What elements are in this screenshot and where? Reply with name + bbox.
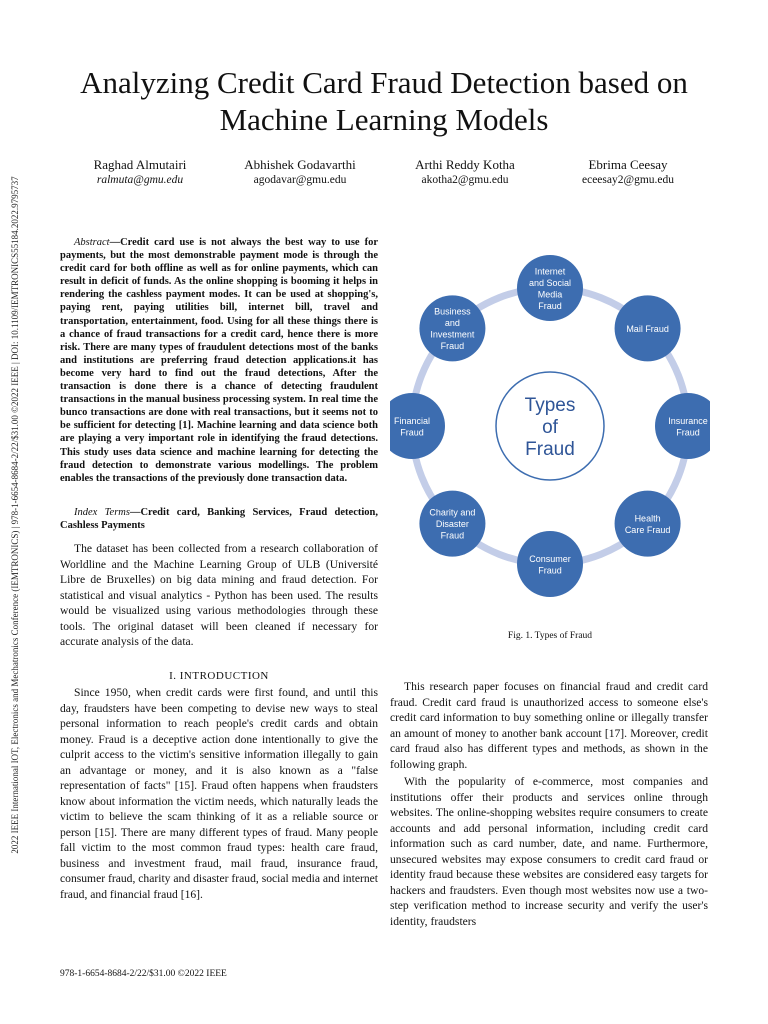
- fraud-type-label: and Social: [528, 277, 572, 288]
- center-node-label: Fraud: [525, 439, 575, 460]
- author-name: Ebrima Ceesay: [588, 157, 668, 172]
- fraud-type-node: [655, 393, 710, 459]
- fraud-type-node: [390, 393, 445, 459]
- center-node-label: of: [542, 417, 558, 438]
- page-footer: 978-1-6654-8684-2/22/$31.00 ©2022 IEEE: [60, 969, 227, 979]
- author-3: [385, 156, 545, 188]
- figure-types-of-fraud: [390, 240, 710, 640]
- author-name: Arthi Reddy Kotha: [415, 157, 515, 172]
- index-terms-lead: Index Terms: [74, 507, 130, 518]
- fraud-type-label: Fraud: [400, 427, 424, 438]
- center-node-label: Types: [524, 395, 576, 416]
- right-paragraph-1-text: This research paper focuses on financial fraud and credit card fraud. Credit card fraud is unauthorized access to someone else's credit card information to buy something online or illegally transfer an amount of money to another bank account [17]. Moreover, credit card fraud also has different types and methods, as shown in the following graph.: [390, 680, 708, 771]
- fraud-type-label: Business: [434, 306, 471, 317]
- introduction-text: Since 1950, when credit cards were first found, and until this day, fraudsters have been competing to devise new ways to steal personal information to reach people's credit cards and obtain money. Fraud is a deceptive action done intentionally to give the culprit access to the victim's sensitive information illegally to gain an advantage or money, and it is also known as a "false representation of facts" [15]. Fraud often happens when fraudsters know about information the victim needs, which naturally leads the victim to believe the scam thinking of it as a reliable source or person [15]. There are many different types of fraud. Many people fall victim to the most common fraud types: health care fraud, business and investment fraud, mail fraud, insurance fraud, consumer fraud, charity and disaster fraud, social media and internet fraud, and financial fraud [16].: [60, 686, 378, 901]
- fraud-type-label: Fraud: [440, 530, 465, 541]
- section-heading-introduction: I. INTRODUCTION: [169, 670, 269, 682]
- fraud-type-label: and: [444, 318, 460, 329]
- fraud-type-label: Media: [537, 289, 563, 300]
- fraud-type-label: Care Fraud: [624, 524, 671, 535]
- author-email: akotha2@gmu.edu: [421, 174, 509, 186]
- fraud-type-node: [517, 531, 583, 597]
- abstract-text: —Credit card use is not always the best way to use for payments, but the most demonstrable payment mode is through the credit card for both offline as well as for online payments, which can result in deficit of funds. As the online shopping is booming it helps in rendering the cashless payment modes. It can be used at shopping's, paying rent, paying utilities bill, internet bill, travel and transportation, entertainment, food. Using for all these things there is a chance of fraud transactions for a credit card, hence there is more risk. There are many types of fraudulent detections most of the banks and institutions are preferring fraud detection applications.it has become very hard to find out the fraud detections, After the transaction is done there is a chance of detecting fraudulent transactions in the manual business processing system. In real time the bunco transactions are done with real transactions, but it seems not to be sufficient for detecting [1]. Machine learning and data science both are playing a very important role in identifying the fraud detections. This study uses data science and machine learning for detecting the fraud detection to demonstrate various modellings. The problem enables the transactions of the previously done transaction data.: [60, 237, 378, 484]
- author-name: Raghad Almutairi: [93, 157, 187, 172]
- right-paragraph-2-text: With the popularity of e-commerce, most companies and institutions offer their products and services online through websites. The online-shopping websites require consumers to create accounts and add personal information, including credit card information such as card number, date, and name. Furthermore, unsecured websites may expose consumers to credit card fraud or identity fraud because these websites are considered easy targets for hackers and fraudsters. Even though most websites now use a two-step verification method to increase security and verify the user's identity, fraudsters: [390, 775, 708, 928]
- author-email: agodavar@gmu.edu: [253, 174, 347, 186]
- fraud-type-label: Fraud: [440, 341, 465, 352]
- dataset-paragraph: [60, 541, 378, 650]
- fraud-type-label: Financial: [393, 415, 431, 426]
- fraud-type-label: Fraud: [538, 565, 562, 576]
- right-column-paragraph-2: [390, 774, 708, 929]
- fraud-type-label: Internet: [534, 266, 566, 277]
- figure-caption: Fig. 1. Types of Fraud: [507, 631, 593, 641]
- author-name: Abhishek Godavarthi: [244, 157, 356, 172]
- introduction-paragraph: [60, 685, 378, 902]
- index-terms-text: —Credit card, Banking Services, Fraud detection, Cashless Payments: [60, 507, 378, 532]
- abstract-paragraph: [60, 236, 378, 485]
- author-block: [60, 156, 708, 196]
- side-note-text: 2022 IEEE International IOT, Electronics and Mechatronics Conference (IEMTRONICS) | 978-1-6654-8684-2/22/$31.00 ©2022 IEEE | DOI: 10.1109/IEMTRONICS55184.2022.9795737: [10, 176, 20, 854]
- fraud-type-label: Fraud: [538, 300, 562, 311]
- fraud-type-label: Fraud: [676, 427, 700, 438]
- right-column-paragraph-1: [390, 679, 708, 772]
- fraud-diagram: [390, 240, 710, 640]
- author-2: [220, 156, 380, 188]
- author-1: [60, 156, 220, 188]
- fraud-type-label: Charity and: [429, 507, 476, 518]
- paper-title: Analyzing Credit Card Fraud Detection based on Machine Learning Models: [80, 65, 688, 137]
- fraud-type-label: Mail Fraud: [626, 323, 669, 334]
- fraud-type-label: Investment: [430, 329, 475, 340]
- abstract: [60, 236, 378, 485]
- dataset-text: The dataset has been collected from a research collaboration of Worldline and the Machine Learning Group of ULB (Université Libre de Bruxelles) on big data mining and fraud detection. For statistical and visual analytics - Python has been used. The results would be visualized using various methodologies through these tools. The original dataset will been cleaned if necessary for accurate analysis of the data.: [60, 542, 378, 648]
- fraud-type-node: [517, 255, 583, 321]
- index-terms-paragraph: [60, 506, 378, 532]
- fraud-type-node: [615, 491, 681, 557]
- abstract-lead: Abstract: [74, 237, 110, 248]
- fraud-type-node: [419, 295, 485, 361]
- fraud-type-label: Health: [634, 513, 661, 524]
- fraud-type-label: Consumer: [529, 553, 571, 564]
- author-email: ralmuta@gmu.edu: [96, 174, 184, 186]
- author-email: eceesay2@gmu.edu: [581, 174, 674, 186]
- fraud-type-label: Insurance: [668, 415, 708, 426]
- side-margin-note: [0, 0, 30, 1024]
- author-4: [548, 156, 708, 188]
- fraud-type-label: Disaster: [435, 519, 469, 530]
- index-terms: [60, 506, 378, 532]
